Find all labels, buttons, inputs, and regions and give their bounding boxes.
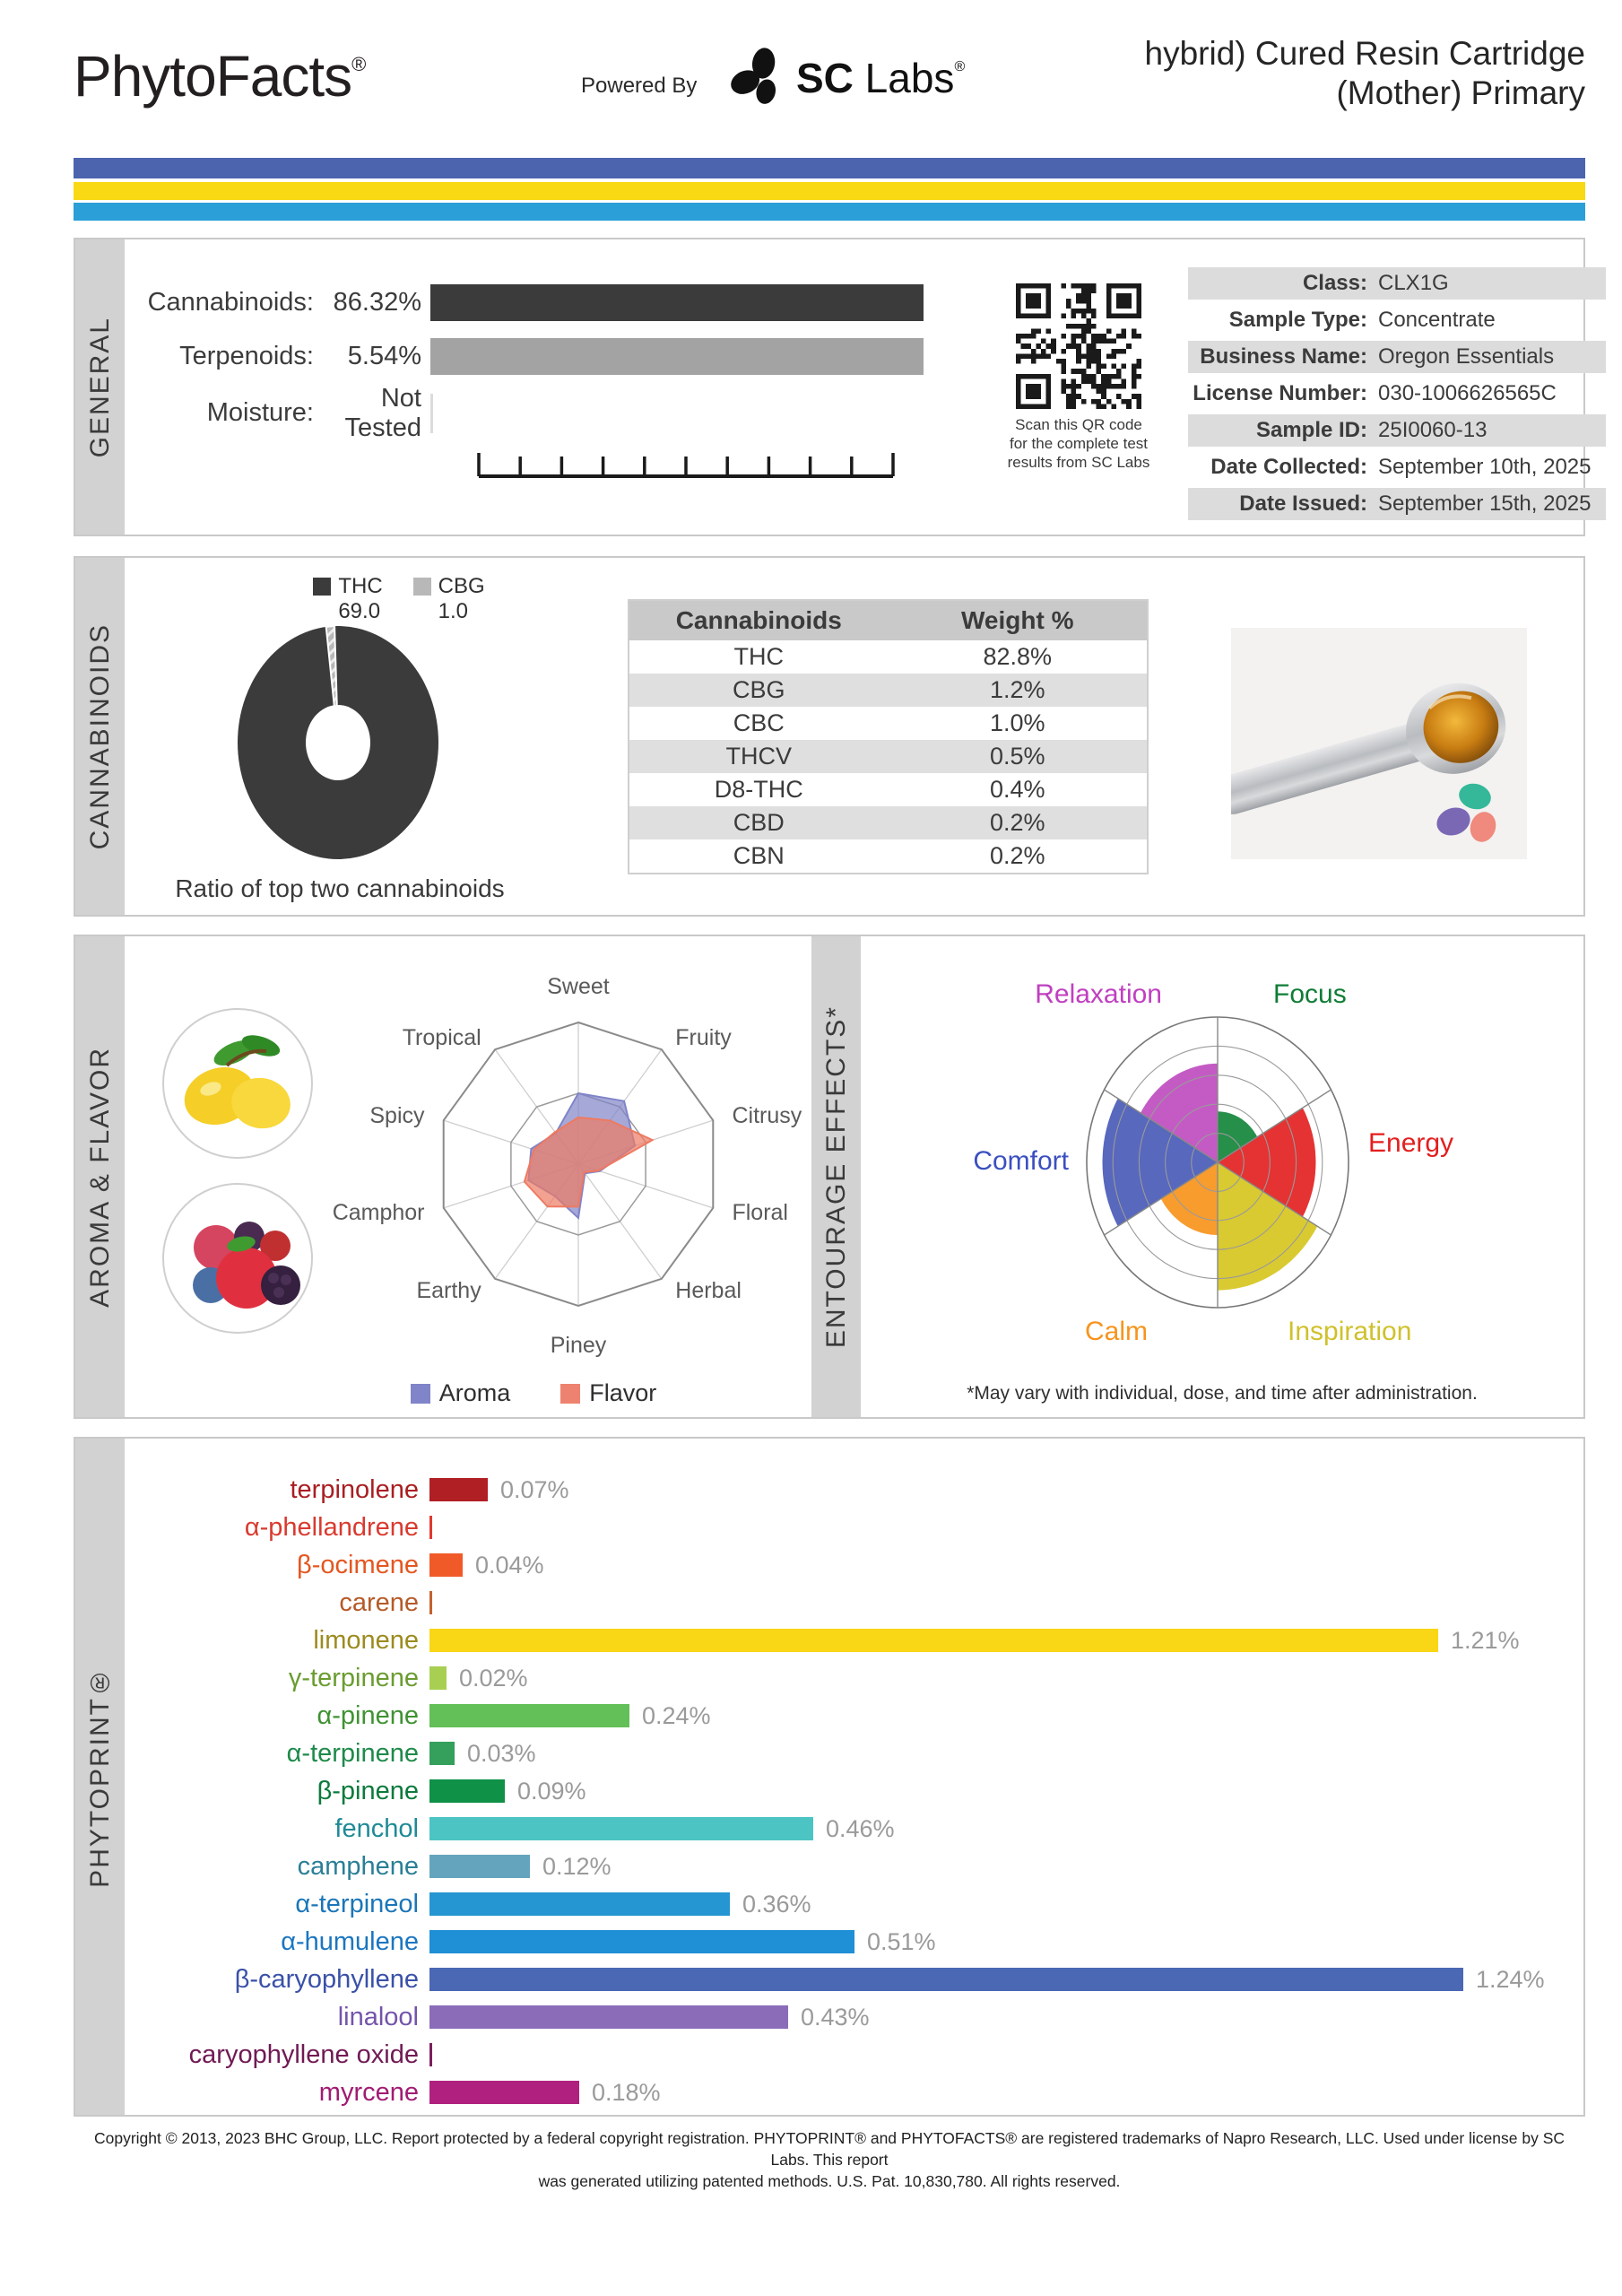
terpene-name: β-ocimene [297, 1550, 419, 1579]
cannabinoids-content [125, 558, 1583, 915]
general-row [125, 284, 924, 321]
general-row [125, 338, 924, 375]
info-row [1188, 304, 1606, 336]
terpene-row [150, 2074, 1620, 2111]
sclabs-logo-icon [728, 47, 787, 106]
radar-axis-label: Camphor [332, 1199, 425, 1225]
info-row [1188, 451, 1606, 483]
aroma-legend-item [411, 1379, 511, 1407]
general-section-label: GENERAL [84, 316, 115, 458]
cannabinoid-name: THC [733, 643, 784, 670]
legend-value: 69.0 [338, 599, 381, 623]
general-row-bar [430, 284, 924, 321]
qr-caption-line2: for the complete test [1009, 435, 1149, 452]
general-row-value: 86.32% [333, 288, 421, 317]
phytofacts-logo [74, 43, 365, 109]
phytoprint-section-label: PHYTOPRINT® [84, 1665, 115, 1888]
terpene-row [150, 1998, 1620, 2036]
terpene-name: terpinolene [290, 1474, 419, 1504]
powered-by-label: Powered By [581, 74, 698, 98]
terpene-row [150, 1697, 1620, 1735]
info-row-label: Date Issued: [1239, 491, 1367, 516]
terpene-name: linalool [337, 2002, 419, 2031]
terpene-value: 0.04% [475, 1551, 544, 1578]
terpene-value: 0.09% [517, 1777, 586, 1805]
radar-axis-label: Tropical [402, 1025, 481, 1051]
brand-text: PhytoFacts [74, 44, 352, 109]
copyright-footer [74, 2127, 1585, 2192]
terpene-row [150, 1659, 1620, 1697]
legend-name: Flavor [589, 1379, 657, 1406]
cannabinoid-name: CBN [733, 842, 785, 869]
terpene-bar [429, 1742, 455, 1765]
legend-swatch [313, 578, 331, 596]
donut-caption: Ratio of top two cannabinoids [175, 874, 505, 902]
entourage-effects-chart [861, 963, 1583, 1376]
radar-axis-label: Herbal [675, 1277, 742, 1303]
terpene-value: 0.02% [459, 1664, 528, 1692]
terpene-name: α-phellandrene [244, 1512, 419, 1542]
general-row-tick [430, 394, 433, 433]
legend-value: 1.0 [438, 599, 469, 623]
cannabinoid-name: D8-THC [714, 776, 803, 803]
cannabinoid-name: CBG [732, 676, 785, 703]
qr-caption [962, 415, 1195, 472]
legend-swatch [560, 1384, 580, 1404]
cannabinoid-weight: 1.0% [989, 709, 1045, 736]
entourage-section-label: ENTOURAGE EFFECTS* [820, 1004, 851, 1349]
entourage-footnote: *May vary with individual, dose, and time after administration. [967, 1383, 1478, 1404]
effect-label-calm: Calm [1084, 1317, 1148, 1346]
cannabinoid-name: THCV [725, 743, 792, 770]
report-title [807, 34, 1585, 113]
cannabinoids-table-row [629, 674, 1147, 707]
terpene-bar [429, 1666, 447, 1690]
radar-axis-label: Piney [550, 1333, 607, 1358]
legend-swatch [413, 578, 431, 596]
terpene-bar [429, 1892, 730, 1916]
general-section-strip [75, 239, 125, 535]
general-row-bar [430, 338, 924, 375]
info-row-label: License Number: [1193, 381, 1367, 405]
cannabinoid-weight: 0.5% [989, 743, 1045, 770]
cannabinoids-section-label: CANNABINOIDS [84, 622, 115, 850]
terpene-bar [429, 2081, 579, 2104]
terpene-bar [429, 1629, 1438, 1652]
aroma-content [125, 936, 811, 1417]
cannabinoids-table-row [629, 839, 1147, 873]
terpene-name: α-terpineol [295, 1889, 419, 1918]
general-row [125, 383, 433, 442]
aroma-entourage-row [74, 935, 1585, 1419]
product-photo-image [1231, 628, 1527, 859]
terpene-value: 0.43% [801, 2003, 870, 2031]
terpene-bar [429, 1855, 530, 1878]
cannabinoids-table-row [629, 740, 1147, 773]
terpene-bar [429, 1817, 813, 1840]
info-row [1188, 378, 1606, 410]
terpene-value: 0.24% [642, 1701, 711, 1729]
terpene-name: fenchol [334, 1813, 419, 1843]
entourage-content [861, 936, 1583, 1417]
terpene-name: α-terpinene [286, 1738, 419, 1768]
terpene-value: 0.03% [467, 1739, 536, 1767]
cannabinoids-section-strip [75, 558, 125, 915]
terpene-bar [429, 1779, 505, 1803]
terpene-bar-chart [150, 1471, 1620, 2111]
cannabinoids-table-row [629, 640, 1147, 674]
info-row-label: Date Collected: [1210, 455, 1367, 479]
info-row-value: 030-1006626565C [1378, 381, 1557, 405]
info-row [1188, 488, 1606, 520]
info-row-value: CLX1G [1378, 271, 1449, 295]
terpene-value: 1.24% [1476, 1965, 1545, 1993]
terpene-value: 0.51% [867, 1927, 936, 1955]
terpene-name: myrcene [318, 2077, 419, 2107]
terpene-value: 0.18% [592, 2078, 661, 2106]
phytoprint-section [74, 1437, 1585, 2117]
terpene-bar [429, 2043, 432, 2066]
sclabs-labs: Labs [853, 55, 955, 101]
cannabinoids-table-row [629, 773, 1147, 806]
radar-axis-label: Spicy [369, 1103, 425, 1129]
info-row-label: Class: [1302, 271, 1367, 295]
info-row-value: September 10th, 2025 [1378, 455, 1592, 479]
info-row-label: Business Name: [1200, 344, 1367, 369]
info-row [1188, 267, 1606, 300]
info-row-value: Oregon Essentials [1378, 344, 1555, 369]
sclabs-sc: SC [796, 55, 854, 101]
aroma-section-strip [75, 936, 125, 1417]
terpene-name: caryophyllene oxide [188, 2039, 419, 2069]
cannabinoid-weight: 82.8% [983, 643, 1053, 670]
aroma-legend-item [560, 1379, 656, 1407]
product-photo [1231, 628, 1527, 859]
terpene-name: β-pinene [317, 1776, 419, 1805]
terpene-value: 0.07% [500, 1475, 569, 1503]
header-stripe-blue [74, 158, 1585, 178]
report-title-line2: (Mother) Primary [1336, 74, 1585, 111]
terpene-value: 0.36% [742, 1890, 811, 1918]
terpene-row [150, 1848, 1620, 1885]
info-row-label: Sample ID: [1255, 418, 1367, 442]
terpene-row [150, 1546, 1620, 1584]
general-row-value: 5.54% [347, 342, 421, 370]
cannabinoid-weight: 1.2% [989, 676, 1045, 703]
sclabs-registered-mark: ® [954, 59, 966, 74]
aroma-flavor-radar-chart [256, 964, 811, 1370]
brand-registered-mark: ® [351, 53, 366, 75]
terpene-row [150, 1471, 1620, 1509]
general-row-label: Terpenoids: [179, 342, 314, 370]
terpene-name: α-humulene [281, 1926, 419, 1956]
cannabinoids-table-row [629, 806, 1147, 839]
cannabinoid-weight: 0.2% [989, 842, 1045, 869]
effect-label-comfort: Comfort [973, 1146, 1069, 1176]
cannabinoid-weight: 0.4% [989, 776, 1045, 803]
report-title-line1: hybrid) Cured Resin Cartridge [1144, 35, 1585, 72]
radar-axis-label: Floral [732, 1199, 788, 1225]
terpene-row [150, 1622, 1620, 1659]
phytoprint-section-strip [75, 1439, 125, 2115]
legend-swatch [411, 1384, 430, 1404]
terpene-bar [429, 1704, 629, 1727]
terpene-bar [429, 1516, 432, 1539]
terpene-row [150, 1584, 1620, 1622]
cannabinoid-name: CBC [733, 709, 785, 736]
cannabinoid-ratio-donut [184, 615, 492, 875]
terpene-name: β-caryophyllene [234, 1964, 419, 1994]
cannabinoids-table-row [629, 707, 1147, 740]
terpene-bar [429, 1478, 488, 1501]
cannabinoids-table [628, 599, 1149, 874]
terpene-value: 0.12% [542, 1852, 612, 1880]
effect-label-energy: Energy [1368, 1128, 1454, 1158]
terpene-bar [429, 1930, 854, 1953]
info-row-value: September 15th, 2025 [1378, 491, 1592, 516]
cannabinoids-section [74, 556, 1585, 917]
terpene-row [150, 1810, 1620, 1848]
terpene-row [150, 1961, 1620, 1998]
general-row-label: Cannabinoids: [147, 288, 314, 317]
qr-code [1016, 283, 1141, 409]
general-row-value: Not Tested [344, 383, 421, 442]
terpene-name: α-pinene [317, 1700, 419, 1730]
info-row-value: Concentrate [1378, 308, 1496, 332]
terpene-bar [429, 1968, 1463, 1991]
terpene-row [150, 1923, 1620, 1961]
header-stripe-lightblue [74, 203, 1585, 221]
info-row-label: Sample Type: [1228, 308, 1367, 332]
terpene-row [150, 1509, 1620, 1546]
terpene-row [150, 2036, 1620, 2074]
cannabinoid-name: CBD [733, 809, 785, 836]
sample-info-table [1188, 267, 1606, 525]
entourage-section-strip [811, 936, 861, 1417]
general-section [74, 238, 1592, 536]
info-row [1188, 414, 1606, 447]
aroma-section-label: AROMA & FLAVOR [84, 1046, 115, 1308]
phytoprint-content [125, 1439, 1583, 2115]
terpene-name: γ-terpinene [288, 1663, 419, 1692]
terpene-name: camphene [297, 1851, 419, 1881]
header-stripe-yellow [74, 182, 1585, 200]
radar-axis-label: Fruity [675, 1025, 732, 1051]
copyright-line1: Copyright © 2013, 2023 BHC Group, LLC. Report protected by a federal copyright registration. PHYTOPRINT® and PHYTOFACTS® are registered trademarks of Napro Research, LLC. Used under license by SC Labs. This report [93, 2129, 1566, 2169]
terpene-value: 0.46% [826, 1814, 895, 1842]
terpene-name: carene [339, 1587, 419, 1617]
effect-label-focus: Focus [1273, 979, 1347, 1009]
terpene-bar [429, 1553, 463, 1577]
radar-axis-label: Citrusy [732, 1103, 802, 1129]
radar-axis-label: Earthy [416, 1277, 481, 1303]
terpene-row [150, 1885, 1620, 1923]
general-content [125, 239, 1592, 535]
general-row-label: Moisture: [206, 398, 314, 427]
terpene-value: 1.21% [1451, 1626, 1520, 1654]
radar-axis-label: Sweet [547, 974, 610, 999]
info-row [1188, 341, 1606, 373]
terpene-bar [429, 2005, 788, 2029]
legend-name: Aroma [438, 1379, 511, 1406]
effect-label-relaxation: Relaxation [1035, 979, 1162, 1009]
copyright-line2: was generated utilizing patented methods. U.S. Pat. 10,830,780. All rights reserved. [538, 2172, 1121, 2190]
legend-name: THC [338, 574, 383, 598]
effect-label-inspiration: Inspiration [1288, 1317, 1412, 1346]
terpene-bar [429, 1591, 432, 1614]
cannabinoid-weight: 0.2% [989, 809, 1045, 836]
cannabinoids-table-header: Cannabinoids Weight % [629, 601, 1147, 640]
qr-caption-line1: Scan this QR code [1015, 416, 1142, 433]
terpene-row [150, 1772, 1620, 1810]
aroma-flavor-legend [256, 1379, 811, 1407]
scale-ruler [475, 448, 897, 483]
legend-name: CBG [438, 574, 485, 598]
qr-caption-line3: results from SC Labs [1007, 454, 1150, 471]
info-row-value: 25I0060-13 [1378, 418, 1488, 442]
terpene-row [150, 1735, 1620, 1772]
terpene-name: limonene [313, 1625, 419, 1655]
